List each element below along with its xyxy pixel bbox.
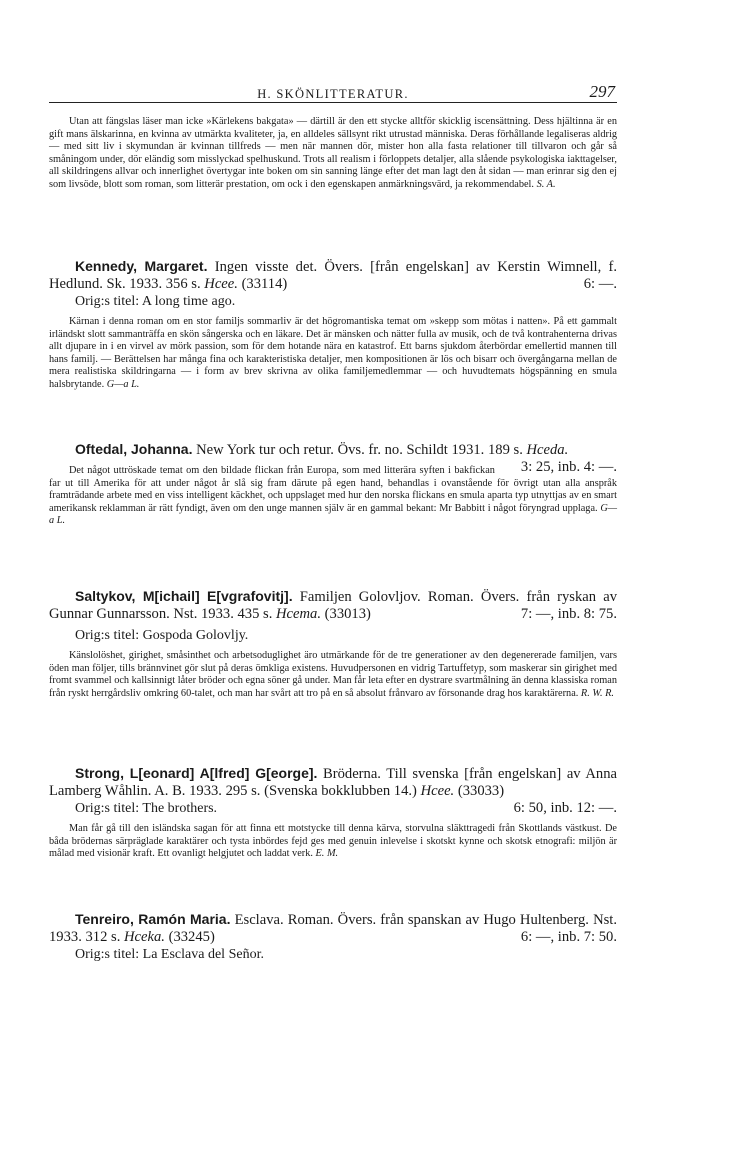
entry-author: Oftedal, Johanna. xyxy=(75,441,193,457)
entry-classification: Hceda. xyxy=(526,442,569,458)
entry-author: Tenreiro, Ramón Maria. xyxy=(75,911,231,927)
entry-price: 6: —, inb. 7: 50. xyxy=(520,929,617,945)
entry-heading xyxy=(49,441,617,475)
entry-number: (33033) xyxy=(457,783,505,799)
entry-kennedy xyxy=(49,258,617,391)
page-number: 297 xyxy=(589,82,615,101)
review-signature: G— a L. xyxy=(49,502,617,526)
entry-details: Bröderna. Till svenska [från engelskan] av Anna Lamberg Wåhlin. A. B. 1933. 295 s. (Svenska bokklubben 14.) xyxy=(49,766,617,799)
entry-heading xyxy=(49,258,617,293)
entry-orig-title: Orig:s titel: Gospoda Golovljy. xyxy=(75,628,249,643)
review-body: Utan att fängslas läser man icke »Kärlekens bakgata» — därtill är den ett stycke alltför skicklig iscensättning. Dess hjältinna är en gift mans älskarinna, en kvinna av utmärkta kvaliteter, ja, en alldeles sällsynt rikt utrustad människa. Deras förhållande legaliseras aldrig — med sitt liv i skymundan är kvinnan tillfreds — men när mannen dör, mister hon alla fasta relationer till tillvaron och går så småningom under, dör eländig som misslyckad spelhuskund. Trots all realism i förloppets detaljer, alla slående psykologiska iakttagelser, all skildringens allvar och innerlighet övertygar inte boken om sin sanning länge efter det man lagt den åt sidan — man erinrar sig den ej som livsöde, blott som roman, som litterär prestation, om ock i den egenskapen anmärkningsvärd, ja rekommendabel. xyxy=(49,116,617,190)
entry-review xyxy=(49,823,617,861)
entry-price: 6: 50, inb. 12: —. xyxy=(513,800,617,816)
entry-classification: Hcema. xyxy=(276,606,321,622)
entry-oftedal xyxy=(49,441,617,528)
review-signature: G—a L. xyxy=(106,378,140,390)
entry-orig-title: Orig:s titel: La Esclava del Señor. xyxy=(75,947,264,962)
entry-author: Kennedy, Margaret. xyxy=(75,258,208,274)
entry-author: Saltykov, M[ichail] E[vgrafovitj]. xyxy=(75,588,293,604)
entry-number: (33114) xyxy=(241,276,288,292)
entry-review xyxy=(49,316,617,391)
review-body: Man får gå till den isländska sagan för att finna ett motstycke till denna kärva, storvulna släkttragedi från Skottlands västkust. De båda brödernas särpräglade karaktärer och tysta inbördes fejd ges med genuin inlevelse i skotskt kynne och skotsk etnografi: miljön är målad med visionär kraft. Ett ovanligt helgjutet och laddat verk. xyxy=(49,823,617,859)
review-signature: E. M. xyxy=(315,848,339,859)
entry-classification: Hcee. xyxy=(204,276,238,292)
entry-classification: Hcee. xyxy=(420,783,455,799)
entry-author: Strong, L[eonard] A[lfred] G[eorge]. xyxy=(75,765,318,781)
review-body: Kärnan i denna roman om en stor familjs sommarliv är det högromantiska temat om »skepp som mötas i natten». På ett gammalt irländskt slott sammanträffa en skön sångerska och en läkare. Det är mänsken och nätter fulla av musik, och de två kontrahenterna drivas allt djupare in i en virvel av mörk passion, som för dem hotande nära en katastrof. Ett barns sjukdom återbördar emellertid mannen till hans familj. — Berättelsen har många fina och karakteristiska detaljer, men kompositionen är lös och bisarr och övergångarna mellan de mera realistiska skildringarna — i form av brev skrivna av olika familjemedlemmar — och huvudtemats högspänning en smula halsbrytande. xyxy=(49,316,617,390)
review-signature: S. A. xyxy=(536,178,556,190)
entry-number: (33245) xyxy=(168,929,215,945)
review-signature: R. W. R. xyxy=(580,687,615,699)
entry-saltykov xyxy=(49,588,617,700)
entry-orig-title: Orig:s titel: A long time ago. xyxy=(75,294,236,309)
entry-price: 7: —, inb. 8: 75. xyxy=(520,606,617,622)
review-text xyxy=(49,116,617,191)
entry-classification: Hceka. xyxy=(124,929,165,945)
entry-review xyxy=(49,650,617,700)
entry-details: New York tur och retur. Övs. fr. no. Schildt 1931. 189 s. xyxy=(196,442,523,458)
entry-details: Esclava. Roman. Övers. från spanskan av Hugo Hultenberg. Nst. 1933. 312 s. xyxy=(49,912,617,945)
entry-heading xyxy=(49,911,617,946)
intro-review xyxy=(49,116,617,191)
entry-tenreiro xyxy=(49,911,617,963)
entry-strong xyxy=(49,765,617,861)
review-body: Känslolöshet, girighet, småsinthet och arbetsoduglighet äro utmärkande för de tre generationer av den degenererade familjen, vars öden man följer, tills brännvinet gör slut på deras ömkliga existens. Huvudpersonen en vidrig Tartuffetyp, som maskerar sin girighet med fromt svammel och kallsinnigt låter bröder och egna söner gå under. Man får leta efter en dystrare svartmålning än denna klassiska roman från ryskt herrgårdsliv omkring 60-talet, och man har svårt att tro på en så absolut frånvaro av försonande drag hos karaktärerna. xyxy=(49,650,617,699)
entry-details: Familjen Golovljov. Roman. Övers. från ryskan av Gunnar Gunnarsson. Nst. 1933. 435 s. xyxy=(49,589,617,622)
running-head xyxy=(49,82,617,103)
entry-price: 3: 25, inb. 4: —. xyxy=(520,459,617,475)
entry-price: 6: —. xyxy=(583,276,617,292)
review-body: Det något uttröskade temat om den bildade flickan från Europa, som med litterära syften i bakfickan far ut till Amerika för att under något år slå sig fram därute på egen hand, behandlas i ovanstående för övrigt utan alla anspråk framträdande arbete med en viss intelligent käckhet, och uppslaget med hur den norska flickans en smula aparta typ utnyttjas av en smart amerikansk reklamman är rätt fyndigt, även om den unge mannen själv är en gammal bekant: Mr Babbitt i något föryngrad upplaga. xyxy=(49,465,617,514)
entry-orig-title: Orig:s titel: The brothers. xyxy=(75,801,218,816)
entry-heading xyxy=(49,588,617,623)
entry-details: Ingen visste det. Övers. [från engelskan] av Kerstin Wimnell, f. Hedlund. Sk. 1933. 356 s. xyxy=(49,259,617,292)
section-title: H. SKÖNLITTERATUR. xyxy=(257,87,409,101)
entry-number: (33013) xyxy=(324,606,371,622)
